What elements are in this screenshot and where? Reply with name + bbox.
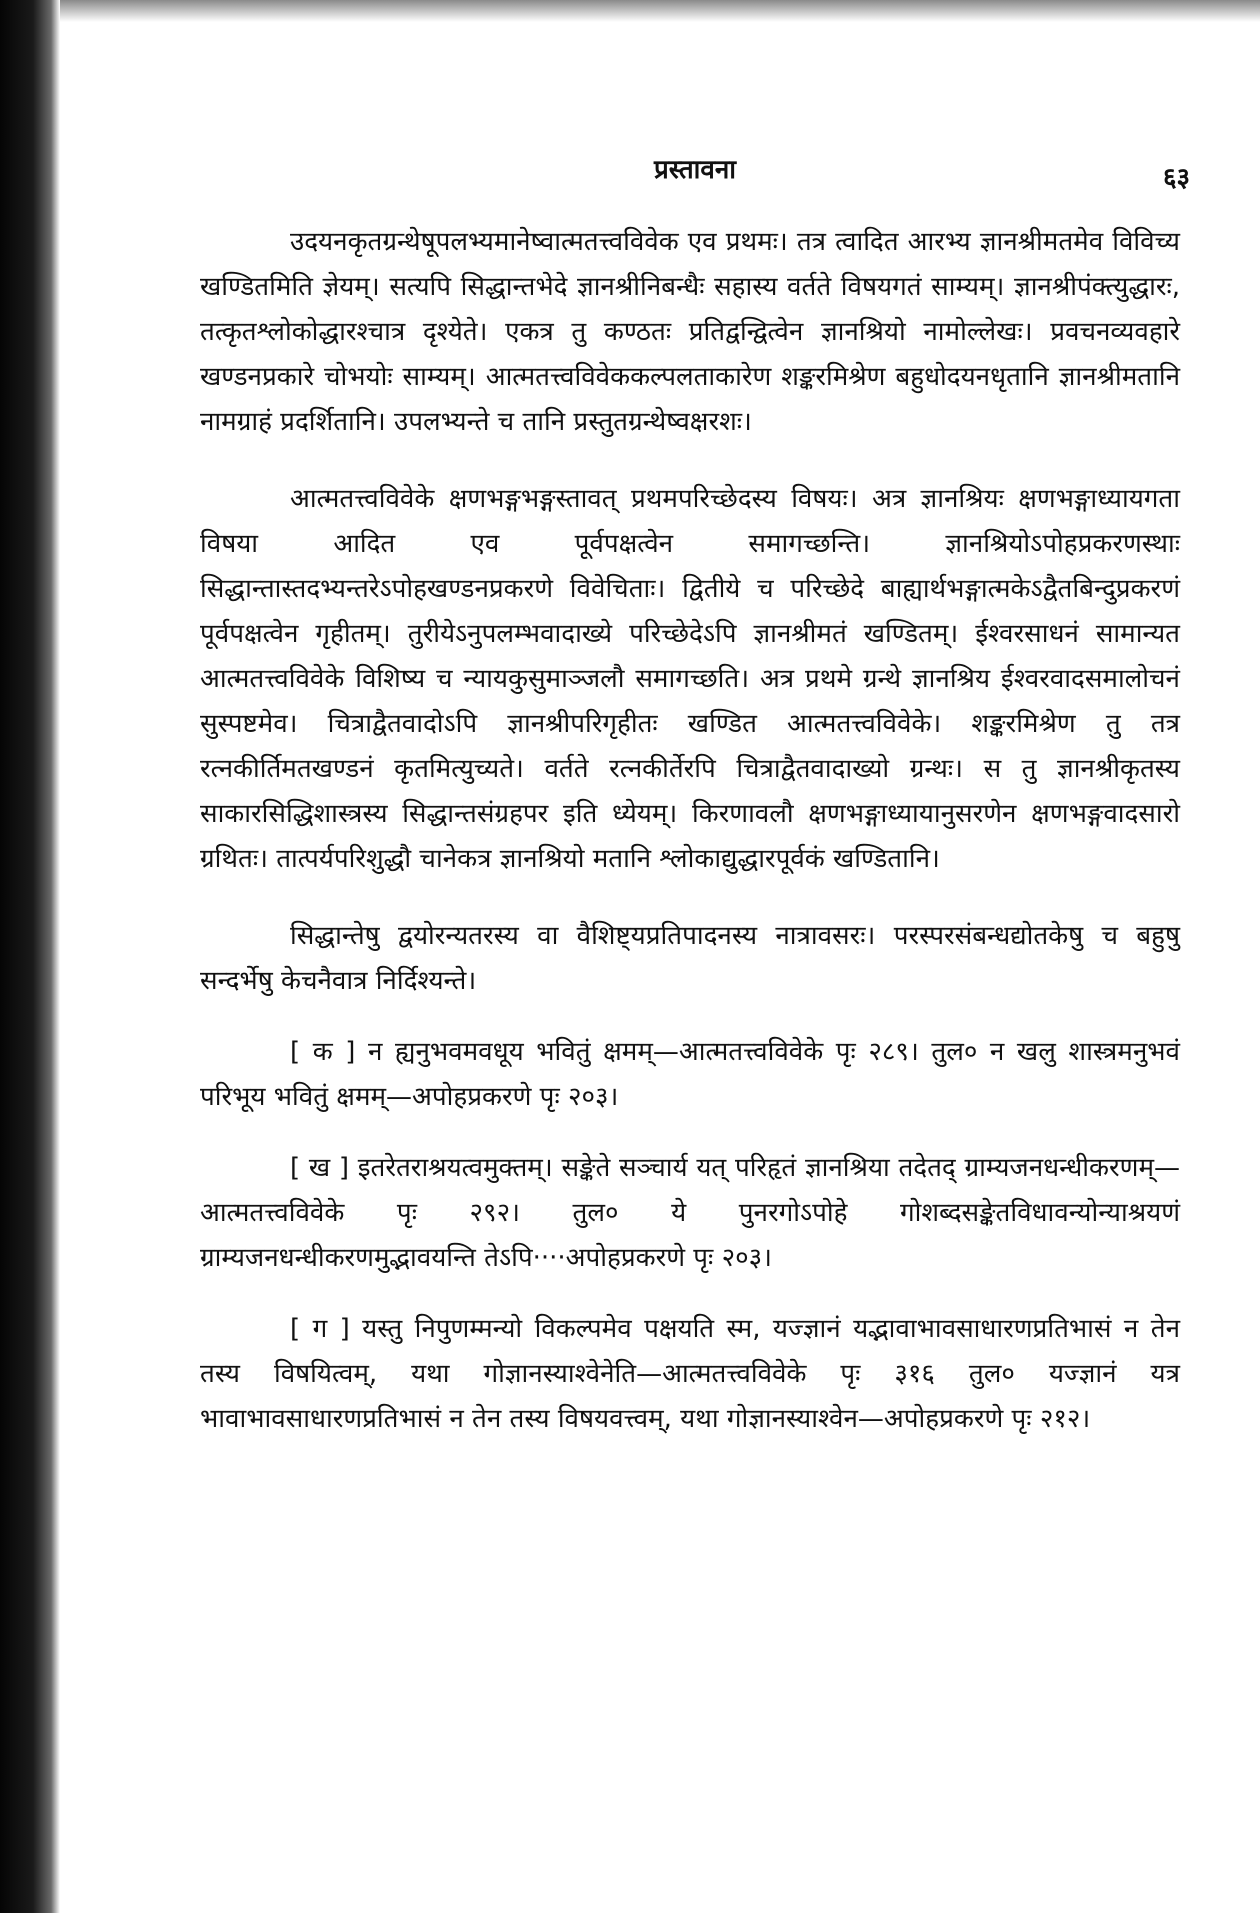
paragraph-udayana-works: उदयनकृतग्रन्थेषूपलभ्यमानेष्वात्मतत्त्वविवेक एव प्रथमः। तत्र त्वादित आरभ्य ज्ञानश्रीमतमेव विविच्य खण्डितमिति ज्ञेयम्। सत्यपि सिद्धान्तभेदे ज्ञानश्रीनिबन्धैः सहास्य वर्तते विषयगतं साम्यम्। ज्ञानश्रीपंक्त्युद्धारः, तत्कृतश्लोकोद्धारश्चात्र दृश्येते। एकत्र तु कण्ठतः प्रतिद्वन्द्वित्वेन ज्ञानश्रियो नामोल्लेखः। प्रवचनव्यवहारे खण्डनप्रकारे चोभयोः साम्यम्। आत्मतत्त्वविवेककल्पलताकारेण शङ्करमिश्रेण बहुधोदयनधृतानि ज्ञानश्रीमतानि नामग्राहं प्रदर्शितानि। उपलभ्यन्ते च तानि प्रस्तुतग्रन्थेष्वक्षरशः। <box>200 227 1180 437</box>
reference-ka: [ क ] न ह्यनुभवमवधूय भवितुं क्षमम्—आत्मतत्त्वविवेके पृः २८९। तुल० न खलु शास्त्रमनुभवं परिभूय भवितुं क्षमम्—अपोहप्रकरणे पृः २०३। <box>200 1037 1180 1112</box>
page-title: प्रस्तावना <box>653 155 737 185</box>
page-body <box>200 220 1180 1468</box>
page-header <box>200 150 1190 193</box>
reference-kha: [ ख ] इतरेतराश्रयत्वमुक्तम्। सङ्केते सञ्चार्य यत् परिहृतं ज्ञानश्रिया तदेतद् ग्राम्यजनधन्धीकरणम्— आत्मतत्त्वविवेके पृः २९२। तुल० ये पुनरगोऽपोहे गोशब्दसङ्केतविधावन्योन्याश्रयणं ग्राम्यजनधन्धीकरणमुद्भावयन्ति तेऽपि····अपोहप्रकरणे पृः २०३। <box>200 1153 1180 1273</box>
page-top-edge-shadow <box>60 0 1260 22</box>
paragraph-atmatattvaviveka: आत्मतत्त्वविवेके क्षणभङ्गभङ्गस्तावत् प्रथमपरिच्छेदस्य विषयः। अत्र ज्ञानश्रियः क्षणभङ्गाध्यायगता विषया आदित एव पूर्वपक्षत्वेन समागच्छन्ति। ज्ञानश्रियोऽपोहप्रकरणस्थाः सिद्धान्तास्तदभ्यन्तरेऽपोहखण्डनप्रकरणे विवेचिताः। द्वितीये च परिच्छेदे बाह्यार्थभङ्गात्मकेऽद्वैतबिन्दुप्रकरणं पूर्वपक्षत्वेन गृहीतम्। तुरीयेऽनुपलम्भवादाख्ये परिच्छेदेऽपि ज्ञानश्रीमतं खण्डितम्। ईश्वरसाधनं सामान्यत आत्मतत्त्वविवेके विशिष्य च न्यायकुसुमाञ्जलौ समागच्छति। अत्र प्रथमे ग्रन्थे ज्ञानश्रिय ईश्वरवादसमालोचनं सुस्पष्टमेव। चित्राद्वैतवादोऽपि ज्ञानश्रीपरिगृहीतः खण्डित आत्मतत्त्वविवेके। शङ्करमिश्रेण तु तत्र रत्नकीर्तिमतखण्डनं कृतमित्युच्यते। वर्तते रत्नकीर्तेरपि चित्राद्वैतवादाख्यो ग्रन्थः। स तु ज्ञानश्रीकृतस्य साकारसिद्धिशास्त्रस्य सिद्धान्तसंग्रहपर इति ध्येयम्। किरणावलौ क्षणभङ्गाध्यायानुसरणेन क्षणभङ्गवादसारो ग्रथितः। तात्पर्यपरिशुद्धौ चानेकत्र ज्ञानश्रियो मतानि श्लोकाद्युद्धारपूर्वकं खण्डितानि। <box>200 484 1180 874</box>
paragraph-siddhanta-note: सिद्धान्तेषु द्वयोरन्यतरस्य वा वैशिष्ट्यप्रतिपादनस्य नात्रावसरः। परस्परसंबन्धद्योतकेषु च बहुषु सन्दर्भेषु केचनैवात्र निर्दिश्यन्ते। <box>200 921 1180 996</box>
book-binding-shadow <box>0 0 60 1913</box>
page-number: ६३ <box>1162 163 1190 193</box>
reference-ga: [ ग ] यस्तु निपुणम्मन्यो विकल्पमेव पक्षयति स्म, यज्ज्ञानं यद्भावाभावसाधारणप्रतिभासं न तेन तस्य विषयित्वम्, यथा गोज्ञानस्याश्वेनेति—आत्मतत्त्वविवेके पृः ३१६ तुल० यज्ज्ञानं यत्र भावाभावसाधारणप्रतिभासं न तेन तस्य विषयवत्त्वम्, यथा गोज्ञानस्याश्वेन—अपोहप्रकरणे पृः २१२। <box>200 1314 1180 1434</box>
